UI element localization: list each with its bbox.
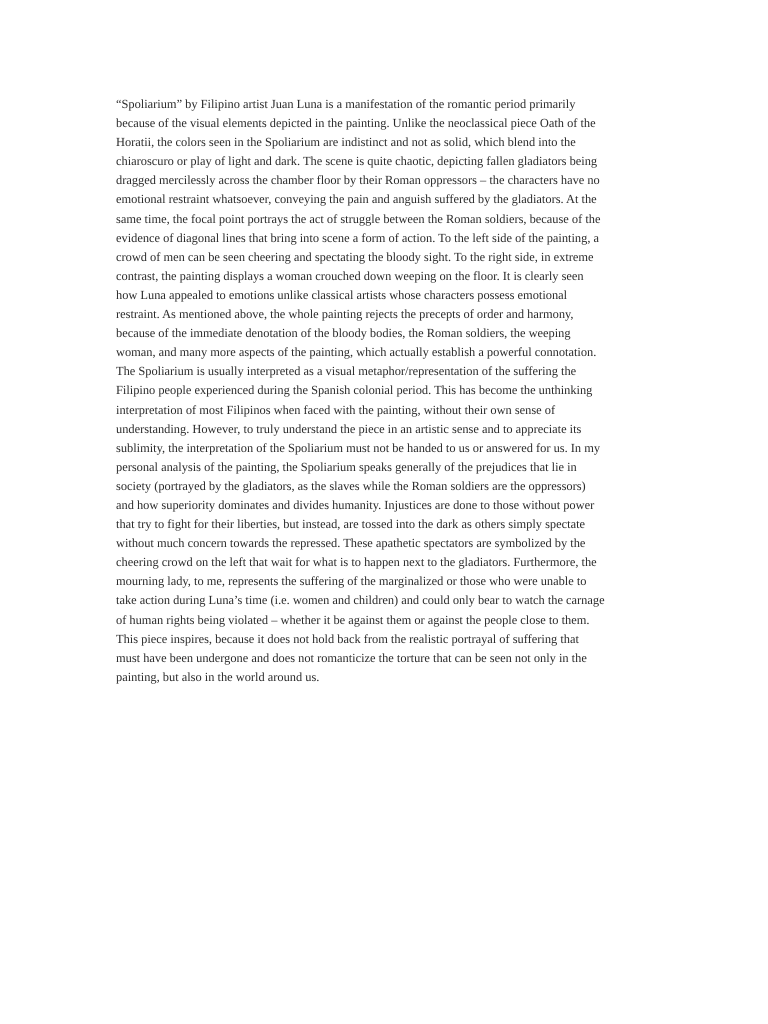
paragraph-line: crowd of men can be seen cheering and spectating the bloody sight. To the right side, in extreme [116,249,594,264]
paragraph-line: personal analysis of the painting, the Spoliarium speaks generally of the prejudices that lie in [116,459,577,474]
paragraph-line: because of the visual elements depicted in the painting. Unlike the neoclassical piece Oath of the [116,116,596,131]
paragraph-line: how Luna appealed to emotions unlike classical artists whose characters possess emotional [116,287,568,302]
paragraph-line: without much concern towards the repressed. These apathetic spectators are symbolized by the [116,536,586,551]
paragraph-line: must have been undergone and does not romanticize the torture that can be seen not only in the [116,650,587,665]
paragraph-line: Horatii, the colors seen in the Spoliarium are indistinct and not as solid, which blend into the [116,135,576,150]
essay-paragraph [116,95,650,687]
paragraph-line: The Spoliarium is usually interpreted as a visual metaphor/representation of the suffering the [116,364,577,379]
paragraph-line: cheering crowd on the left that wait for what is to happen next to the gladiators. Furthermore, the [116,555,597,570]
paragraph-line: dragged mercilessly across the chamber floor by their Roman oppressors – the characters have no [116,173,600,188]
paragraph-line: painting, but also in the world around us. [116,669,320,684]
paragraph-line: contrast, the painting displays a woman crouched down weeping on the floor. It is clearly seen [116,268,584,283]
paragraph-line: interpretation of most Filipinos when faced with the painting, without their own sense of [116,402,556,417]
paragraph-line: that try to fight for their liberties, but instead, are tossed into the dark as others simply spectate [116,517,586,532]
paragraph-line: emotional restraint whatsoever, conveying the pain and anguish suffered by the gladiators. At the [116,192,597,207]
paragraph-line: sublimity, the interpretation of the Spoliarium must not be handed to us or answered for us. In my [116,440,601,455]
paragraph-line: chiaroscuro or play of light and dark. The scene is quite chaotic, depicting fallen gladiators being [116,154,598,169]
paragraph-line: society (portrayed by the gladiators, as the slaves while the Roman soldiers are the oppressors) [116,478,586,493]
paragraph-line: woman, and many more aspects of the painting, which actually establish a powerful connotation. [116,345,597,360]
paragraph-line: mourning lady, to me, represents the suffering of the marginalized or those who were unable to [116,574,587,589]
paragraph-line: restraint. As mentioned above, the whole painting rejects the precepts of order and harmony, [116,307,574,322]
paragraph-line: because of the immediate denotation of the bloody bodies, the Roman soldiers, the weeping [116,326,571,341]
paragraph-line: This piece inspires, because it does not hold back from the realistic portrayal of suffering that [116,631,579,646]
paragraph-line: take action during Luna’s time (i.e. women and children) and could only bear to watch the carnage [116,593,605,608]
paragraph-line: and how superiority dominates and divides humanity. Injustices are done to those without power [116,497,595,512]
paragraph-line: of human rights being violated – whether it be against them or against the people close to them. [116,612,590,627]
paragraph-line: “Spoliarium” by Filipino artist Juan Luna is a manifestation of the romantic period primarily [116,97,576,111]
paragraph-line: understanding. However, to truly understand the piece in an artistic sense and to appreciate its [116,421,582,436]
paragraph-line: same time, the focal point portrays the act of struggle between the Roman soldiers, because of the [116,211,601,226]
paragraph-line: Filipino people experienced during the Spanish colonial period. This has become the unthinking [116,383,593,398]
paragraph-line: evidence of diagonal lines that bring into scene a form of action. To the left side of the painting, a [116,230,600,245]
